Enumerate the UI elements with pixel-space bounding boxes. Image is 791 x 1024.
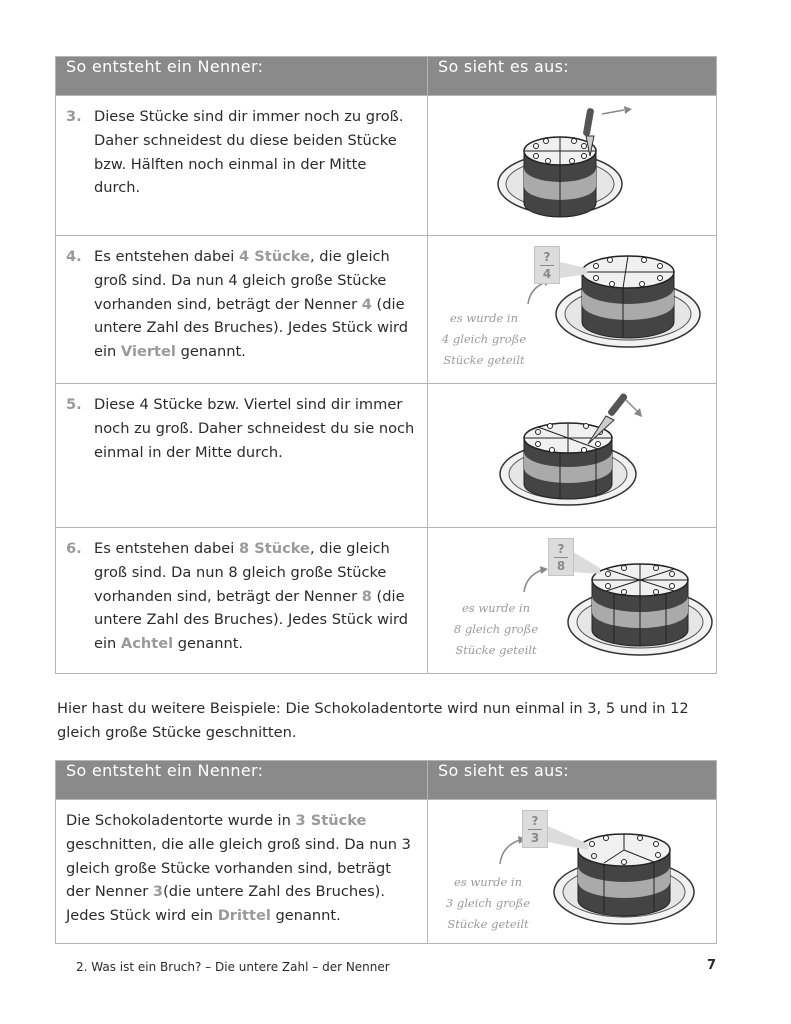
annotation-line: 4 gleich große bbox=[441, 332, 527, 346]
header-how-denominator: So entsteht ein Nenner: bbox=[56, 57, 428, 96]
annotation-text bbox=[438, 872, 538, 935]
table-row bbox=[56, 384, 717, 528]
step-text bbox=[94, 393, 417, 464]
header-what-it-looks-like: So sieht es aus: bbox=[428, 57, 717, 96]
fraction-box bbox=[522, 810, 548, 848]
text-part: Die Schokoladentorte wurde in bbox=[66, 812, 296, 829]
step-number: 5. bbox=[66, 396, 82, 413]
text-part: Es entstehen dabei bbox=[94, 248, 239, 265]
page-footer: 2. Was ist ein Bruch? – Die untere Zahl – der Nenner bbox=[76, 960, 390, 974]
step-number: 3. bbox=[66, 108, 82, 125]
cake-cutting-quarters-illustration bbox=[428, 384, 716, 528]
annotation-line: Stücke geteilt bbox=[455, 643, 537, 657]
text-part: geschnitten, die alle gleich groß sind. Da nun 3 gleich große Stücke vorhanden sind, beträgt der Nenner bbox=[66, 835, 411, 901]
highlight-denominator: 4 bbox=[361, 295, 372, 313]
step-text-cell bbox=[56, 236, 428, 384]
fraction-denominator: 8 bbox=[556, 559, 566, 573]
table-row bbox=[56, 236, 717, 384]
annotation-line: es wurde in bbox=[449, 311, 519, 325]
fraction-numerator: ? bbox=[557, 542, 565, 556]
annotation-line: 8 gleich große bbox=[453, 622, 539, 636]
fraction-numerator: ? bbox=[531, 814, 539, 828]
fraction-denominator: 3 bbox=[530, 831, 540, 845]
table-header-row bbox=[56, 57, 717, 96]
fraction-steps-table bbox=[55, 56, 717, 674]
text-part: Es entstehen dabei bbox=[94, 540, 239, 557]
table-header-row bbox=[56, 761, 717, 800]
fraction-box bbox=[548, 538, 574, 576]
text-part: (die untere Zahl des Bruches). Jedes Stück wird ein bbox=[94, 295, 409, 361]
step-text bbox=[94, 245, 417, 364]
fraction-box bbox=[534, 246, 560, 284]
table-row bbox=[56, 528, 717, 674]
text-part: , die gleich groß sind. Da nun 4 gleich große Stücke vorhanden sind, beträgt der Nenner bbox=[94, 248, 390, 313]
cake-illustration-cell bbox=[428, 384, 717, 528]
header-what-it-looks-like: So sieht es aus: bbox=[428, 761, 717, 800]
annotation-line: Stücke geteilt bbox=[443, 353, 525, 367]
step-text-cell bbox=[56, 800, 428, 944]
step-text bbox=[94, 105, 417, 200]
annotation-line: es wurde in bbox=[453, 875, 523, 889]
cake-illustration-cell bbox=[428, 528, 717, 674]
cake-halves-knife-illustration bbox=[428, 96, 716, 236]
fraction-numerator: ? bbox=[543, 250, 551, 264]
step-text-cell bbox=[56, 384, 428, 528]
header-how-denominator: So entsteht ein Nenner: bbox=[56, 761, 428, 800]
highlight-denominator: 8 bbox=[361, 587, 372, 605]
step-text bbox=[66, 812, 411, 924]
highlight-fraction-name: Drittel bbox=[217, 907, 271, 925]
text-part: genannt. bbox=[270, 907, 341, 925]
text-part: , die gleich groß sind. Da nun 8 gleich große Stücke vorhanden sind, beträgt der Nenner bbox=[94, 540, 390, 605]
annotation-text bbox=[434, 308, 534, 371]
text-part: (die untere Zahl des Bruches). Jedes Stück wird ein bbox=[94, 587, 409, 653]
text-part: genannt. bbox=[173, 635, 244, 653]
page-number: 7 bbox=[707, 958, 717, 973]
step-text bbox=[94, 537, 417, 656]
text-part: Diese Stücke sind dir immer noch zu groß. Daher schneidest du diese beiden Stücke bzw. Hälften noch einmal in der Mitte durch. bbox=[94, 108, 404, 197]
annotation-line: Stücke geteilt bbox=[447, 917, 529, 931]
text-part: Diese 4 Stücke bzw. Viertel sind dir immer noch zu groß. Daher schneidest du sie noch einmal in der Mitte durch. bbox=[94, 396, 415, 461]
cake-illustration-cell bbox=[428, 800, 717, 944]
step-text-cell bbox=[56, 528, 428, 674]
step-number: 4. bbox=[66, 248, 82, 265]
annotation-line: 3 gleich große bbox=[445, 896, 531, 910]
intro-paragraph: Hier hast du weitere Beispiele: Die Schokoladentorte wird nun einmal in 3, 5 und in 12 gleich große Stücke geschnitten. bbox=[57, 700, 689, 741]
step-number: 6. bbox=[66, 540, 82, 557]
fraction-denominator: 4 bbox=[542, 267, 552, 281]
step-text-cell bbox=[56, 96, 428, 236]
table-row bbox=[56, 96, 717, 236]
annotation-text bbox=[446, 598, 546, 661]
highlight-count: 4 Stücke bbox=[238, 248, 310, 265]
highlight-fraction-name: Achtel bbox=[120, 635, 174, 653]
highlight-count: 8 Stücke bbox=[238, 540, 310, 557]
highlight-denominator: 3 bbox=[152, 883, 164, 901]
text-part: (die untere Zahl des Bruches). Jedes Stück wird ein bbox=[66, 883, 386, 925]
cake-illustration-cell bbox=[428, 236, 717, 384]
fraction-examples-table bbox=[55, 760, 717, 944]
annotation-line: es wurde in bbox=[461, 601, 531, 615]
highlight-count: 3 Stücke bbox=[295, 812, 367, 829]
table-row bbox=[56, 800, 717, 944]
highlight-fraction-name: Viertel bbox=[120, 343, 176, 361]
text-part: genannt. bbox=[175, 343, 246, 361]
cake-illustration-cell bbox=[428, 96, 717, 236]
